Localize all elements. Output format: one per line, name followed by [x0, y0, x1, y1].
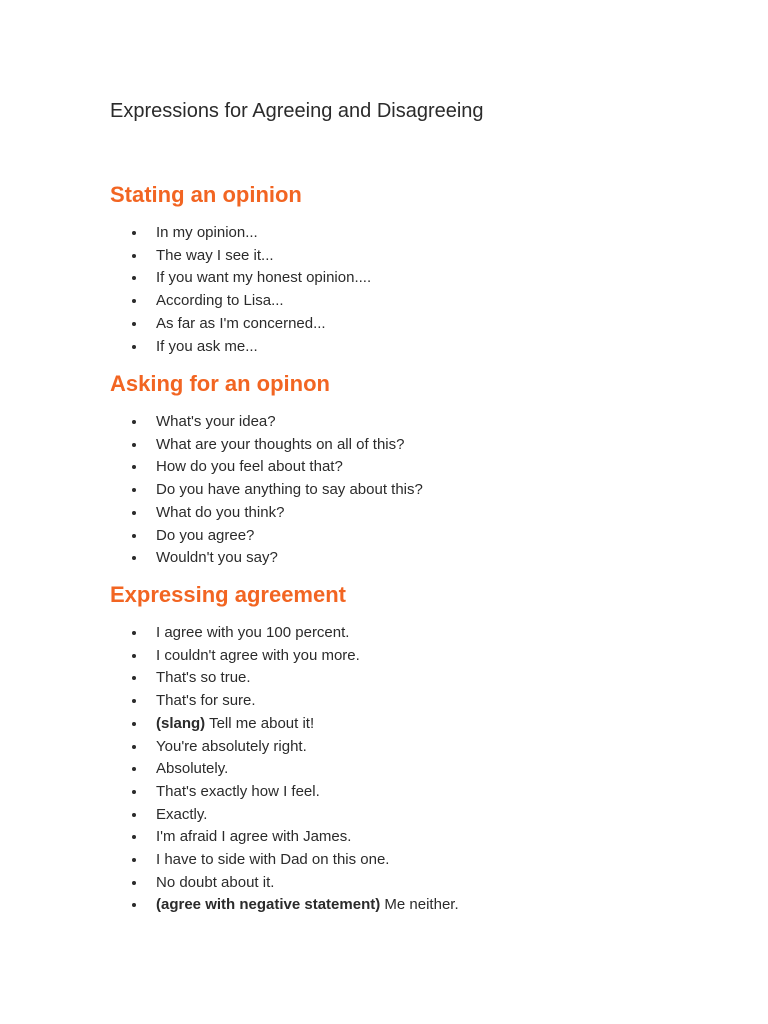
bullet-icon: [132, 420, 136, 424]
list-item: [110, 547, 710, 570]
document-title: Expressions for Agreeing and Disagreeing: [110, 100, 484, 122]
section-asking-for-an-opinion: [110, 369, 710, 570]
bullet-icon: [132, 276, 136, 280]
bullet-icon: [132, 745, 136, 749]
usage-note: (slang): [156, 714, 206, 732]
bullet-icon: [132, 903, 136, 907]
expression-text: What do you think?: [156, 503, 285, 521]
expression-text: What's your idea?: [156, 413, 276, 430]
list-item: [110, 456, 710, 479]
bullet-icon: [132, 443, 136, 447]
list-item: [110, 525, 710, 548]
expression-text: Me neither.: [384, 896, 459, 914]
expression-text: Absolutely.: [156, 760, 229, 778]
expression-text: Do you have anything to say about this?: [156, 481, 423, 499]
list-item: [110, 849, 710, 872]
expression-text: Exactly.: [156, 805, 208, 823]
expression-text: That's for sure.: [156, 692, 256, 710]
expression-text: Tell me about it!: [209, 714, 315, 732]
list-item: [110, 267, 710, 290]
list-item: [110, 434, 710, 457]
expression-text: What are your thoughts on all of this?: [156, 435, 405, 453]
usage-note: (agree with negative statement): [156, 896, 381, 914]
list-item: [110, 781, 710, 804]
bullet-icon: [132, 556, 136, 560]
list-item: [110, 645, 710, 668]
bullet-icon: [132, 488, 136, 492]
bullet-icon: [132, 254, 136, 258]
list-item: [110, 502, 710, 525]
list-item: [110, 479, 710, 502]
bullet-icon: [132, 299, 136, 303]
bullet-icon: [132, 722, 136, 726]
section-heading: Stating an opinion: [110, 182, 302, 207]
expression-text: That's exactly how I feel.: [156, 782, 320, 800]
list-item: [110, 667, 710, 690]
expression-text: I agree with you 100 percent.: [156, 624, 350, 641]
expression-list: [110, 622, 710, 917]
expression-text: I have to side with Dad on this one.: [156, 851, 390, 869]
list-item: [110, 894, 710, 917]
expression-text: I couldn't agree with you more.: [156, 646, 360, 664]
section-heading: Expressing agreement: [110, 582, 346, 607]
bullet-icon: [132, 511, 136, 515]
list-item: [110, 758, 710, 781]
expression-text: You're absolutely right.: [156, 737, 307, 755]
expression-text: That's so true.: [156, 669, 251, 687]
bullet-icon: [132, 790, 136, 794]
expression-text: Wouldn't you say?: [156, 549, 278, 567]
bullet-icon: [132, 231, 136, 235]
list-item: [110, 622, 710, 645]
bullet-icon: [132, 322, 136, 326]
list-item: [110, 245, 710, 268]
expression-text: In my opinion...: [156, 224, 258, 241]
list-item: [110, 690, 710, 713]
expression-text: According to Lisa...: [156, 292, 284, 310]
bullet-icon: [132, 767, 136, 771]
list-item: [110, 804, 710, 827]
bullet-icon: [132, 631, 136, 635]
bullet-icon: [132, 835, 136, 839]
expression-text: If you want my honest opinion....: [156, 269, 372, 287]
section-expressing-agreement: [110, 580, 710, 917]
expression-text: How do you feel about that?: [156, 458, 343, 476]
bullet-icon: [132, 345, 136, 349]
expression-text: The way I see it...: [156, 246, 274, 264]
bullet-icon: [132, 654, 136, 658]
bullet-icon: [132, 465, 136, 469]
bullet-icon: [132, 881, 136, 885]
section-heading: Asking for an opinon: [110, 371, 330, 396]
list-item: [110, 313, 710, 336]
expression-text: Do you agree?: [156, 526, 255, 544]
expression-text: No doubt about it.: [156, 873, 275, 891]
list-item: [110, 736, 710, 759]
list-item: [110, 872, 710, 895]
bullet-icon: [132, 534, 136, 538]
expression-text: As far as I'm concerned...: [156, 314, 326, 332]
expression-text: I'm afraid I agree with James.: [156, 828, 352, 846]
expression-list: [110, 411, 710, 570]
section-stating-an-opinion: [110, 180, 710, 358]
expression-list: [110, 222, 710, 358]
bullet-icon: [132, 813, 136, 817]
bullet-icon: [132, 858, 136, 862]
list-item: [110, 222, 710, 245]
list-item: [110, 713, 710, 736]
bullet-icon: [132, 676, 136, 680]
list-item: [110, 290, 710, 313]
expression-text: If you ask me...: [156, 337, 258, 355]
bullet-icon: [132, 699, 136, 703]
list-item: [110, 411, 710, 434]
list-item: [110, 336, 710, 359]
list-item: [110, 826, 710, 849]
